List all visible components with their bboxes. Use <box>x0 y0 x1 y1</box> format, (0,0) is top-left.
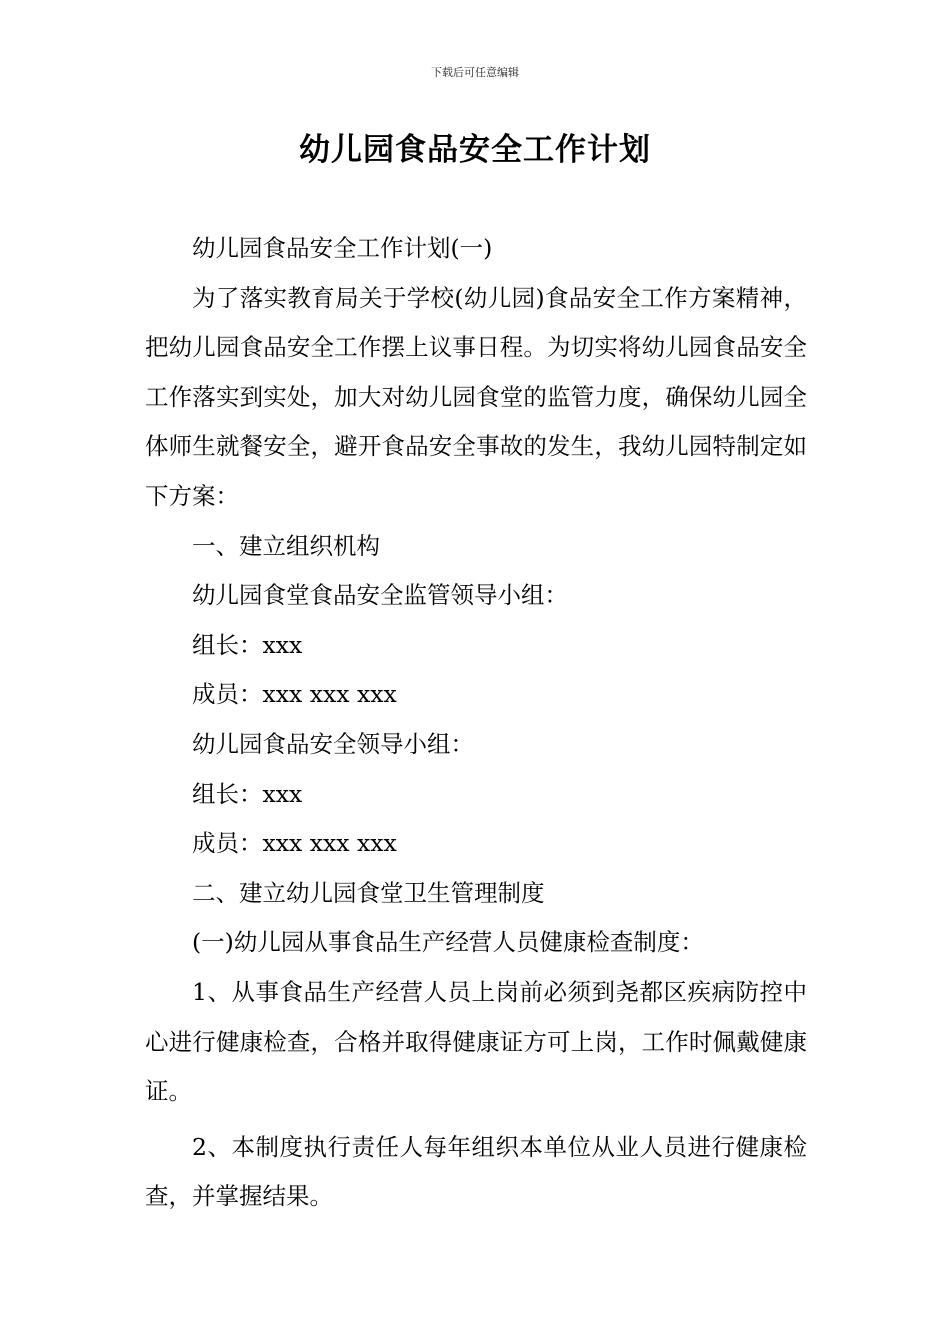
paragraph-rule-1: 1、从事食品生产经营人员上岗前必须到尧都区疾病防控中心进行健康检查，合格并取得健康证方可上岗，工作时佩戴健康证。 <box>145 977 807 1106</box>
paragraph-intro: 为了落实教育局关于学校(幼儿园)食品安全工作方案精神，把幼儿园食品安全工作摆上议事日程。为切实将幼儿园食品安全工作落实到实处，加大对幼儿园食堂的监管力度，确保幼儿园全体师生就餐安全，避开食品安全事故的发生，我幼儿园特制定如下方案： <box>145 283 807 510</box>
paragraph-members-1: 成员：xxx xxx xxx <box>192 680 397 709</box>
paragraph-subtitle: 幼儿园食品安全工作计划(一) <box>192 234 493 262</box>
header-note: 下载后可任意编辑 <box>431 66 519 79</box>
paragraph-members-2: 成员：xxx xxx xxx <box>192 829 397 858</box>
paragraph-leader-2: 组长：xxx <box>192 779 303 808</box>
subsection-heading-1: (一)幼儿园从事食品生产经营人员健康检查制度： <box>192 928 704 957</box>
section-heading-1: 一、建立组织机构 <box>192 531 380 560</box>
document-body <box>145 224 807 1222</box>
paragraph-group-1: 幼儿园食堂食品安全监管领导小组： <box>192 581 568 610</box>
paragraph-leader-1: 组长：xxx <box>192 630 303 659</box>
section-heading-2: 二、建立幼儿园食堂卫生管理制度 <box>192 878 545 907</box>
document-title: 幼儿园食品安全工作计划 <box>299 132 651 168</box>
paragraph-rule-2: 2、本制度执行责任人每年组织本单位从业人员进行健康检查，并掌握结果。 <box>145 1132 807 1211</box>
paragraph-group-2: 幼儿园食品安全领导小组： <box>192 729 474 758</box>
